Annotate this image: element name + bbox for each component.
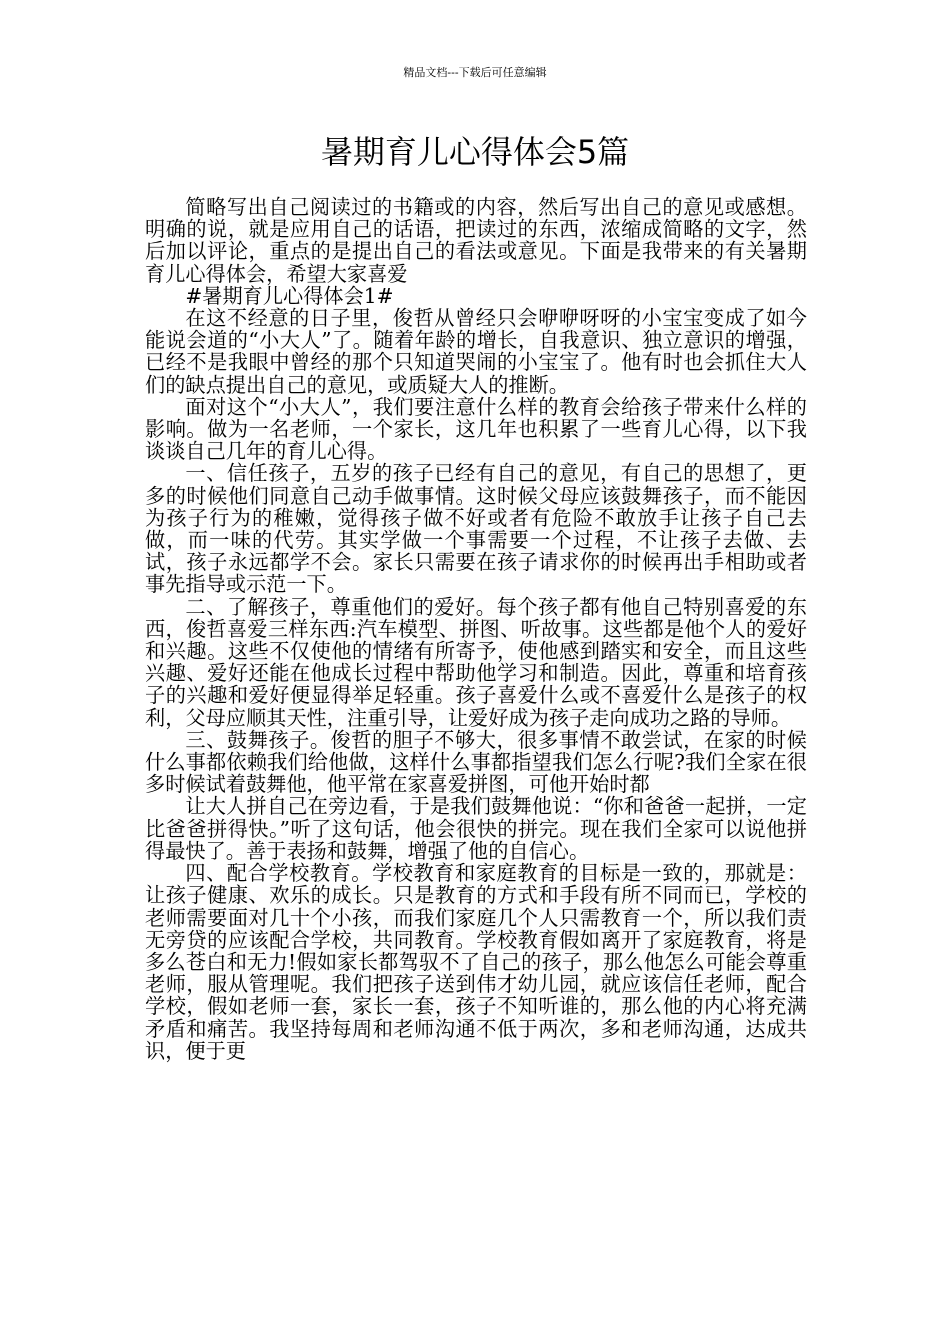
section-heading-1: #暑期育儿心得体会1# <box>185 283 394 308</box>
paragraph: 面对这个“小大人”，我们要注意什么样的教育会给孩子带来什么样的影响。做为一名老师，一个家长，这几年也积累了一些育儿心得，以下我谈谈自己几年的育儿心得。 <box>145 394 807 464</box>
paragraph-point-1: 一、信任孩子，五岁的孩子已经有自己的意见，有自己的思想了，更多的时候他们同意自己动手做事情。这时候父母应该鼓舞孩子，而不能因为孩子行为的稚嫩，觉得孩子做不好或者有危险不敢放手让孩子自己去做，而一味的代劳。其实学做一个事需要一个过程，不让孩子去做、去试，孩子永远都学不会。家长只需要在孩子请求你的时候再出手相助或者事先指导或示范一下。 <box>145 461 807 597</box>
paragraph-intro: 简略写出自己阅读过的书籍或的内容，然后写出自己的意见或感想。明确的说，就是应用自己的话语，把读过的东西，浓缩成简略的文字，然后加以评论，重点的是提出自己的看法或意见。下面是我带来的有关暑期育儿心得体会，希望大家喜爱 <box>145 195 807 286</box>
paragraph-point-3: 三、鼓舞孩子。俊哲的胆子不够大，很多事情不敢尝试，在家的时候什么事都依赖我们给他做，这样什么事都指望我们怎么行呢?我们全家在很多时候试着鼓舞他，他平常在家喜爱拼图，可他开始时都 <box>145 727 807 797</box>
paragraph-point-2: 二、了解孩子，尊重他们的爱好。每个孩子都有他自己特别喜爱的东西，俊哲喜爱三样东西:汽车模型、拼图、听故事。这些都是他个人的爱好和兴趣。这些不仅使他的情绪有所寄予，使他感到踏实和安全，而且这些兴趣、爱好还能在他成长过程中帮助他学习和制造。因此，尊重和培育孩子的兴趣和爱好便显得举足轻重。孩子喜爱什么或不喜爱什么是孩子的权利，父母应顺其天性，注重引导，让爱好成为孩子走向成功之路的导师。 <box>145 594 807 730</box>
paragraph-point-4: 四、配合学校教育。学校教育和家庭教育的目标是一致的，那就是：让孩子健康、欢乐的成长。只是教育的方式和手段有所不同而已，学校的老师需要面对几十个小孩，而我们家庭几个人只需教育一个，所以我们责无旁贷的应该配合学校，共同教育。学校教育假如离开了家庭教育，将是多么苍白和无力!假如家长都驾驭不了自己的孩子，那么他怎么可能会尊重老师，服从管理呢。我们把孩子送到伟才幼儿园，就应该信任老师，配合学校，假如老师一套，家长一套，孩子不知听谁的，那么他的内心将充满矛盾和痛苦。我坚持每周和老师沟通不低于两次，多和老师沟通，达成共识，便于更 <box>145 861 807 1063</box>
paragraph: 在这不经意的日子里，俊哲从曾经只会咿咿呀呀的小宝宝变成了如今能说会道的“小大人”了。随着年龄的增长，自我意识、独立意识的增强，已经不是我眼中曾经的那个只知道哭闹的小宝宝了。他有时也会抓住大人们的缺点提出自己的意见，或质疑大人的推断。 <box>145 306 807 397</box>
document-title: 暑期育儿心得体会5篇 <box>320 133 630 171</box>
paragraph: 让大人拼自己在旁边看，于是我们鼓舞他说：“你和爸爸一起拼，一定比爸爸拼得快。”听了这句话，他会很快的拼完。现在我们全家可以说他拼得最快了。善于表扬和鼓舞，增强了他的自信心。 <box>145 794 807 863</box>
document-body <box>145 196 807 1062</box>
page-header: 精品文档---下载后可任意编辑 <box>403 66 547 79</box>
